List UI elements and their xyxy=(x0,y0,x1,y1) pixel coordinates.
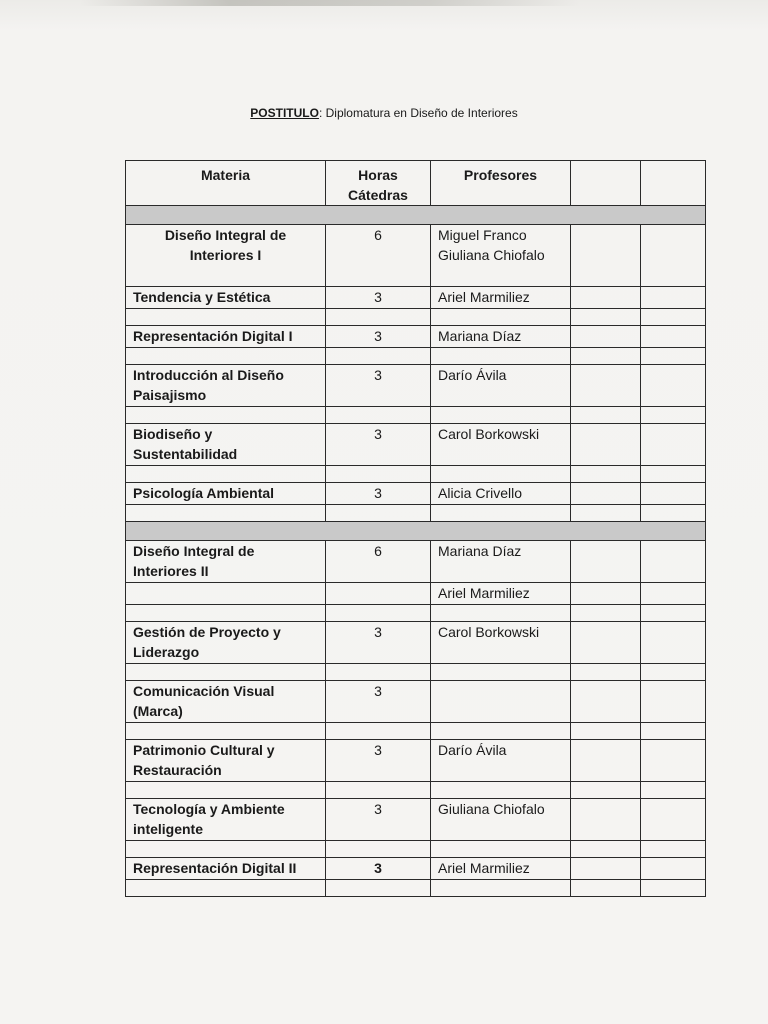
horas-cell: 3 xyxy=(326,858,431,880)
materia-cell: Tecnología y Ambiente inteligente xyxy=(126,799,326,841)
profesores-cell: Giuliana Chiofalo xyxy=(431,799,571,841)
title-label: POSTITULO xyxy=(250,106,319,120)
blank-row xyxy=(126,664,706,681)
table-row xyxy=(126,858,706,880)
horas-cell: 3 xyxy=(326,483,431,505)
profesores-cell: Ariel Marmiliez xyxy=(431,583,571,605)
profesores-cell: Carol Borkowski xyxy=(431,622,571,664)
section-separator xyxy=(126,206,706,225)
title-text: : Diplomatura en Diseño de Interiores xyxy=(318,106,518,120)
materia-cell: Comunicación Visual (Marca) xyxy=(126,681,326,723)
empty-cell xyxy=(571,541,641,583)
table-row xyxy=(126,681,706,723)
empty-cell xyxy=(641,799,706,841)
blank-row xyxy=(126,880,706,897)
table-row xyxy=(126,483,706,505)
header-materia: Materia xyxy=(126,161,326,206)
empty-cell xyxy=(641,622,706,664)
horas-cell xyxy=(326,583,431,605)
horas-cell: 3 xyxy=(326,681,431,723)
profesores-cell xyxy=(431,681,571,723)
table-row xyxy=(126,365,706,407)
table-row xyxy=(126,541,706,583)
empty-cell xyxy=(571,740,641,782)
empty-cell xyxy=(641,483,706,505)
materia-cell: Diseño Integral de Interiores I xyxy=(126,225,326,287)
materia-cell: Biodiseño y Sustentabilidad xyxy=(126,424,326,466)
empty-cell xyxy=(641,424,706,466)
table-row xyxy=(126,740,706,782)
table-row xyxy=(126,583,706,605)
profesores-cell: Ariel Marmiliez xyxy=(431,858,571,880)
materia-cell: Introducción al Diseño Paisajismo xyxy=(126,365,326,407)
table-row xyxy=(126,326,706,348)
profesores-cell: Darío Ávila xyxy=(431,365,571,407)
materia-cell: Patrimonio Cultural y Restauración xyxy=(126,740,326,782)
table-row xyxy=(126,799,706,841)
empty-cell xyxy=(641,858,706,880)
empty-cell xyxy=(641,740,706,782)
table-row xyxy=(126,622,706,664)
empty-cell xyxy=(571,365,641,407)
horas-cell: 3 xyxy=(326,622,431,664)
blank-row xyxy=(126,505,706,522)
blank-row xyxy=(126,605,706,622)
header-empty-2 xyxy=(641,161,706,206)
blank-row xyxy=(126,407,706,424)
empty-cell xyxy=(571,799,641,841)
empty-cell xyxy=(571,424,641,466)
header-horas xyxy=(326,161,431,206)
blank-row xyxy=(126,723,706,740)
header-profesores: Profesores xyxy=(431,161,571,206)
empty-cell xyxy=(641,287,706,309)
profesores-cell: Alicia Crivello xyxy=(431,483,571,505)
profesores-cell: Mariana Díaz xyxy=(431,326,571,348)
table-row xyxy=(126,424,706,466)
empty-cell xyxy=(641,681,706,723)
materia-cell: Representación Digital II xyxy=(126,858,326,880)
empty-cell xyxy=(641,225,706,287)
blank-row xyxy=(126,466,706,483)
empty-cell xyxy=(571,326,641,348)
table-row xyxy=(126,225,706,287)
materia-cell: Psicología Ambiental xyxy=(126,483,326,505)
empty-cell xyxy=(571,681,641,723)
header-horas-line2: Cátedras xyxy=(348,187,408,203)
horas-cell: 3 xyxy=(326,287,431,309)
empty-cell xyxy=(641,541,706,583)
materia-cell: Representación Digital I xyxy=(126,326,326,348)
horas-cell: 6 xyxy=(326,541,431,583)
horas-cell: 3 xyxy=(326,740,431,782)
blank-row xyxy=(126,348,706,365)
blank-row xyxy=(126,309,706,326)
profesores-cell: Carol Borkowski xyxy=(431,424,571,466)
courses-table xyxy=(125,160,706,897)
blank-row xyxy=(126,782,706,799)
blank-row xyxy=(126,841,706,858)
horas-cell: 3 xyxy=(326,799,431,841)
horas-cell: 3 xyxy=(326,424,431,466)
profesores-cell: Miguel Franco Giuliana Chiofalo xyxy=(431,225,571,287)
header-row xyxy=(126,161,706,206)
horas-cell: 3 xyxy=(326,365,431,407)
empty-cell xyxy=(641,326,706,348)
profesores-cell: Mariana Díaz xyxy=(431,541,571,583)
section-separator xyxy=(126,522,706,541)
horas-cell: 3 xyxy=(326,326,431,348)
empty-cell xyxy=(571,622,641,664)
table-row xyxy=(126,287,706,309)
header-horas-line1: Horas xyxy=(358,167,398,183)
document-title xyxy=(0,106,768,120)
empty-cell xyxy=(641,583,706,605)
materia-cell: Tendencia y Estética xyxy=(126,287,326,309)
empty-cell xyxy=(571,483,641,505)
materia-cell: Gestión de Proyecto y Liderazgo xyxy=(126,622,326,664)
empty-cell xyxy=(571,583,641,605)
materia-cell: Diseño Integral de Interiores II xyxy=(126,541,326,583)
empty-cell xyxy=(571,287,641,309)
materia-cell xyxy=(126,583,326,605)
empty-cell xyxy=(571,225,641,287)
horas-cell: 6 xyxy=(326,225,431,287)
profesores-cell: Darío Ávila xyxy=(431,740,571,782)
empty-cell xyxy=(641,365,706,407)
profesores-cell: Ariel Marmiliez xyxy=(431,287,571,309)
empty-cell xyxy=(571,858,641,880)
header-empty-1 xyxy=(571,161,641,206)
paper-edge-shadow xyxy=(80,0,580,6)
